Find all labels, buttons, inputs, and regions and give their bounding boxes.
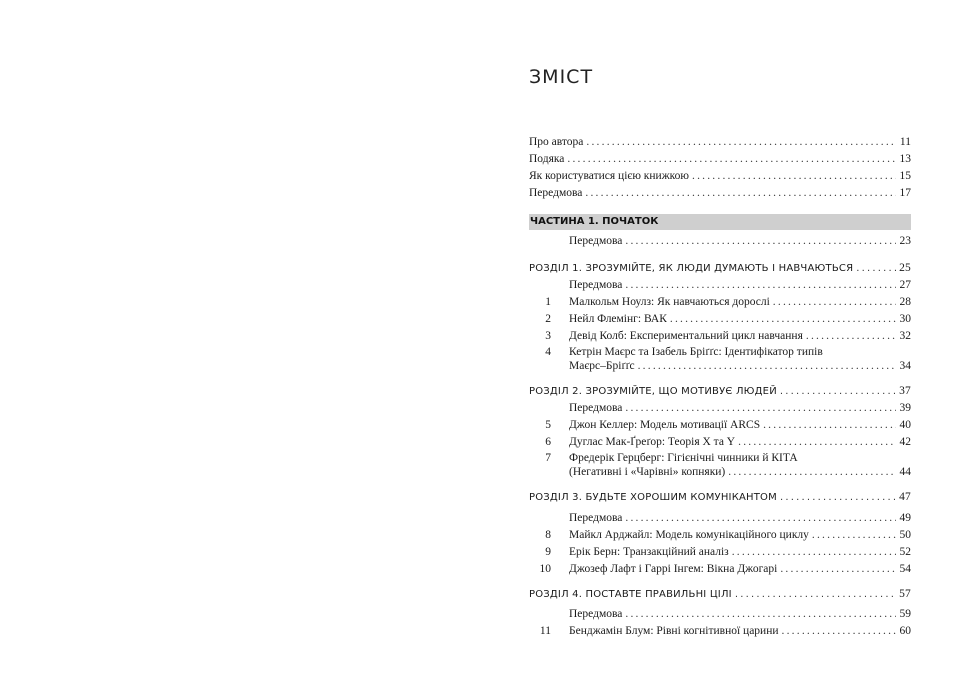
toc-entry-label-continued: (Негативні і «Чарівні» копняки) <box>569 466 726 478</box>
toc-entry-label: Майкл Арджайл: Модель комунікаційного циклу <box>569 529 809 541</box>
leader-dots <box>856 263 896 274</box>
toc-entry[interactable] <box>529 529 911 545</box>
toc-entry-page: 54 <box>899 563 911 575</box>
entry-number: 8 <box>545 529 551 541</box>
toc-entry-label: Передмова <box>569 608 623 620</box>
entry-number: 6 <box>545 436 551 448</box>
leader-dots <box>567 153 896 165</box>
toc-entry-page: 30 <box>899 313 911 325</box>
toc-entry-label-continued: Маєрс–Бріґґс <box>569 360 635 372</box>
toc-entry-page: 52 <box>899 546 911 558</box>
toc-entry-label: Ерік Берн: Транзакційний аналіз <box>569 546 729 558</box>
toc-entry[interactable] <box>529 563 911 579</box>
chapter-page: 47 <box>899 491 911 503</box>
toc-entry-page: 28 <box>899 296 911 308</box>
leader-dots <box>780 386 896 397</box>
toc-entry[interactable] <box>529 313 911 329</box>
toc-entry-page: 32 <box>899 330 911 342</box>
part-heading[interactable]: ЧАСТИНА 1. ПОЧАТОК <box>529 214 911 230</box>
entry-number: 3 <box>545 330 551 342</box>
leader-dots <box>586 136 896 148</box>
leader-dots <box>763 419 896 431</box>
toc-entry[interactable] <box>529 187 911 203</box>
entry-number: 7 <box>545 452 551 464</box>
toc-entry-label: Передмова <box>569 402 623 414</box>
toc-entry-page: 59 <box>899 608 911 620</box>
toc-entry-label: Передмова <box>569 279 623 291</box>
toc-entry-label: Як користуватися цією книжкою <box>529 170 689 182</box>
entry-number: 2 <box>545 313 551 325</box>
toc-entry-label: Передмова <box>569 512 623 524</box>
toc-entry[interactable] <box>529 279 911 295</box>
toc-entry[interactable] <box>529 330 911 346</box>
toc-entry[interactable] <box>529 546 911 562</box>
chapter-title: РОЗДІЛ 3. БУДЬТЕ ХОРОШИМ КОМУНІКАНТОМ <box>529 492 777 503</box>
toc-entry-page: 50 <box>899 529 911 541</box>
leader-dots <box>780 563 896 575</box>
leader-dots <box>625 608 896 620</box>
entry-number: 4 <box>545 346 551 358</box>
entry-number: 11 <box>539 625 551 637</box>
toc-entry-label: Подяка <box>529 153 565 165</box>
toc-entry[interactable] <box>529 170 911 186</box>
leader-dots <box>806 330 896 342</box>
leader-dots <box>773 296 896 308</box>
leader-dots <box>625 279 896 291</box>
toc-entry-page: 23 <box>899 235 911 247</box>
toc-entry-label: Про автора <box>529 136 584 148</box>
toc-entry-page: 11 <box>899 136 911 148</box>
leader-dots <box>638 360 896 372</box>
toc-entry-label: Бенджамін Блум: Рівні когнітивної царини <box>569 625 779 637</box>
toc-entry-label: Девід Колб: Експериментальний цикл навчання <box>569 330 803 342</box>
leader-dots <box>738 436 896 448</box>
toc-entry-page: 27 <box>899 279 911 291</box>
chapter-page: 57 <box>899 588 911 600</box>
chapter-title: РОЗДІЛ 1. ЗРОЗУМІЙТЕ, ЯК ЛЮДИ ДУМАЮТЬ І НАВЧАЮТЬСЯ <box>529 263 854 274</box>
toc-entry[interactable] <box>529 153 911 169</box>
toc-entry[interactable] <box>529 512 911 528</box>
toc-entry[interactable] <box>529 136 911 152</box>
leader-dots <box>625 235 896 247</box>
toc-entry-page: 60 <box>899 625 911 637</box>
leader-dots <box>728 466 896 478</box>
toc-entry[interactable] <box>529 235 911 251</box>
toc-entry-page: 49 <box>899 512 911 524</box>
leader-dots <box>735 589 896 600</box>
toc-entry-label: Фредерік Герцберг: Гігієнічні чинники й КІТА <box>569 452 798 464</box>
chapter-page: 37 <box>899 385 911 397</box>
chapter-heading[interactable] <box>529 588 911 604</box>
toc-entry[interactable] <box>529 625 911 641</box>
toc-entry-page: 34 <box>899 360 911 372</box>
chapter-title: РОЗДІЛ 2. ЗРОЗУМІЙТЕ, ЩО МОТИВУЄ ЛЮДЕЙ <box>529 386 777 397</box>
leader-dots <box>782 625 896 637</box>
toc-entry-label: Передмова <box>569 235 623 247</box>
toc-entry-continuation[interactable] <box>529 466 911 482</box>
chapter-page: 25 <box>899 262 911 274</box>
toc-entry-continuation[interactable] <box>529 360 911 376</box>
toc-entry-page: 17 <box>899 187 911 199</box>
leader-dots <box>585 187 896 199</box>
toc-entry-page: 13 <box>899 153 911 165</box>
toc-entry-page: 44 <box>899 466 911 478</box>
entry-number: 10 <box>539 563 551 575</box>
toc-entry-label: Малкольм Ноулз: Як навчаються дорослі <box>569 296 770 308</box>
chapter-heading[interactable] <box>529 262 911 278</box>
leader-dots <box>780 492 896 503</box>
toc-entry-page: 42 <box>899 436 911 448</box>
toc-entry[interactable] <box>529 608 911 624</box>
entry-number: 5 <box>545 419 551 431</box>
leader-dots <box>812 529 896 541</box>
leader-dots <box>625 512 896 524</box>
toc-entry-page: 39 <box>899 402 911 414</box>
toc-entry-label: Нейл Флемінг: ВАК <box>569 313 667 325</box>
leader-dots <box>625 402 896 414</box>
toc-entry-label: Кетрін Маєрс та Ізабель Бріґґс: Ідентифікатор типів <box>569 346 823 358</box>
toc-entry-label: Джозеф Лафт і Гаррі Інгем: Вікна Джогарі <box>569 563 778 575</box>
toc-entry-page: 40 <box>899 419 911 431</box>
leader-dots <box>732 546 896 558</box>
entry-number: 1 <box>545 296 551 308</box>
chapter-heading[interactable] <box>529 491 911 507</box>
leader-dots <box>670 313 896 325</box>
toc-entry-label: Дуглас Мак-Ґреґор: Теорія X та Y <box>569 436 736 448</box>
page-title: ЗМІСТ <box>529 66 594 88</box>
toc-entry[interactable] <box>529 402 911 418</box>
chapter-title: РОЗДІЛ 4. ПОСТАВТЕ ПРАВИЛЬНІ ЦІЛІ <box>529 589 732 600</box>
entry-number: 9 <box>545 546 551 558</box>
toc-entry-label: Джон Келлер: Модель мотивації ARCS <box>569 419 761 431</box>
toc-entry-page: 15 <box>899 170 911 182</box>
toc-entry[interactable] <box>529 296 911 312</box>
toc-entry-label: Передмова <box>529 187 583 199</box>
leader-dots <box>692 170 896 182</box>
toc-entry[interactable] <box>529 419 911 435</box>
toc-entry[interactable] <box>529 436 911 452</box>
chapter-heading[interactable] <box>529 385 911 401</box>
